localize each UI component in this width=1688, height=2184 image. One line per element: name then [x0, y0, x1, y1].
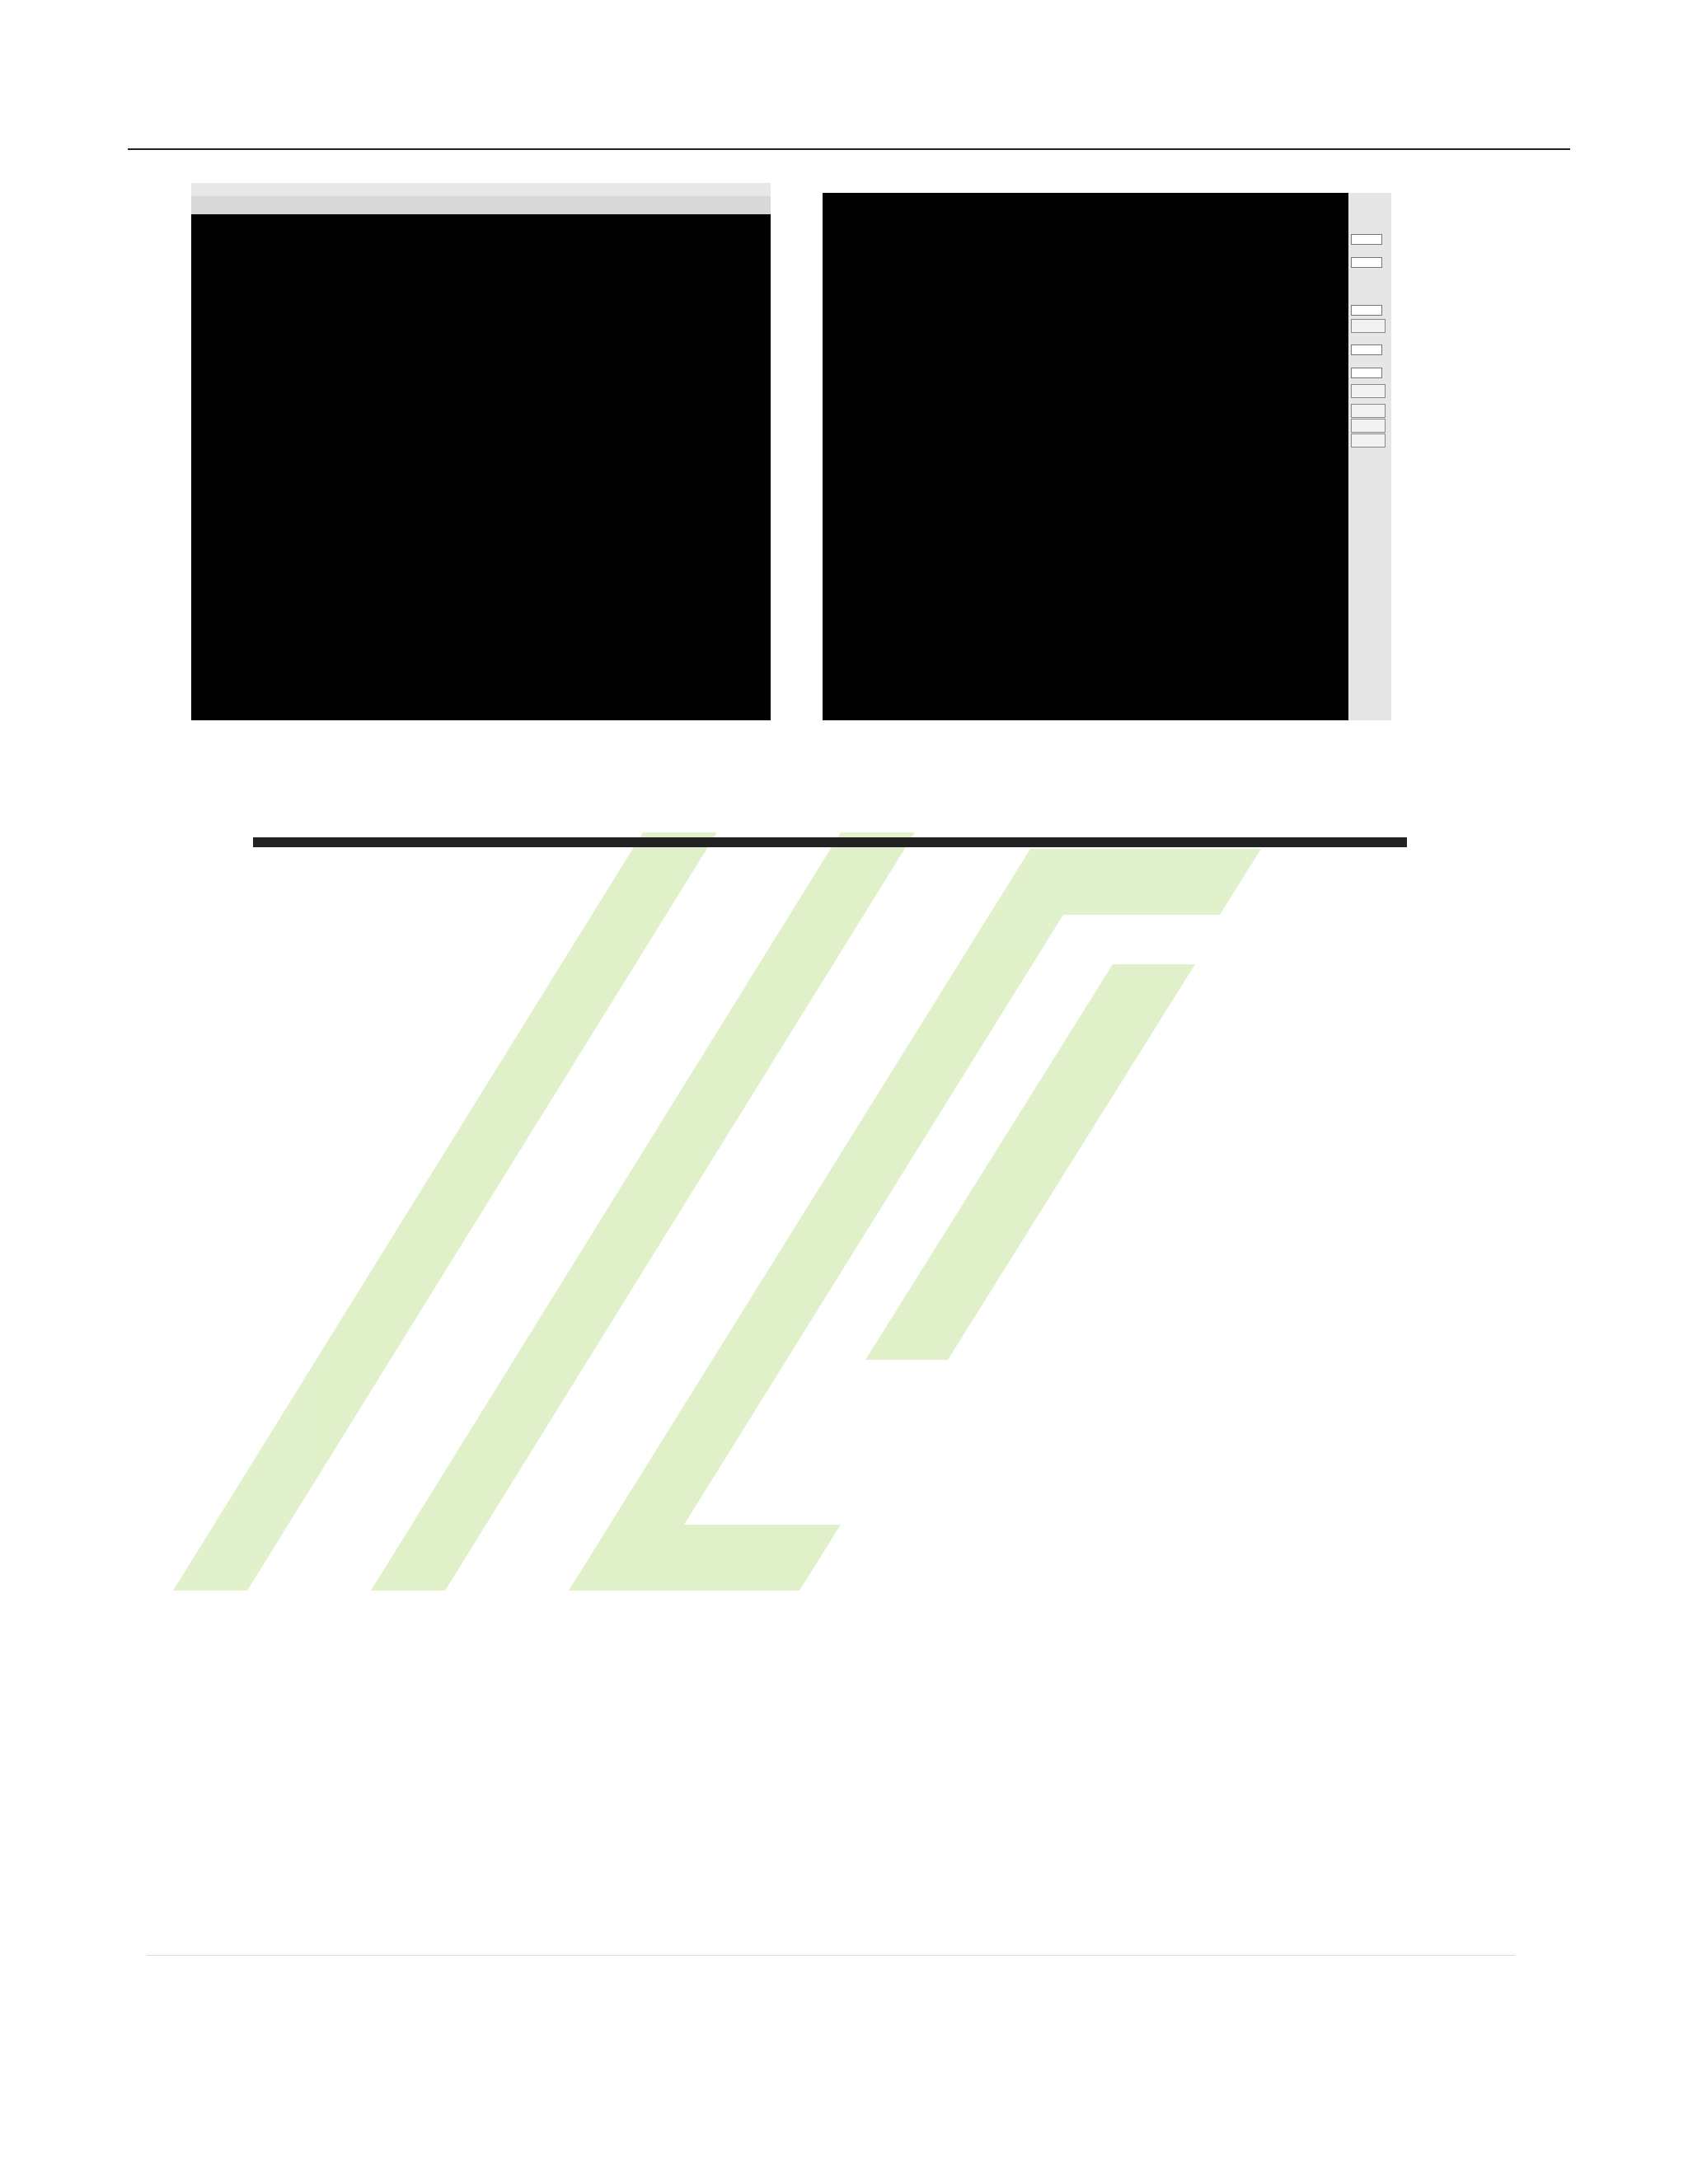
layout-menubar	[191, 183, 771, 196]
layout-editor-screenshot	[191, 183, 771, 720]
panel-select-sum1	[1351, 257, 1382, 268]
waveform-plot	[823, 193, 1348, 720]
layout-toolbar	[191, 196, 771, 214]
journal-watermark	[124, 618, 1442, 1607]
simulation-screenshot	[823, 193, 1391, 720]
panel-time-scale-value	[1351, 344, 1382, 355]
panel-step-value	[1351, 368, 1382, 378]
panel-fft-button	[1351, 319, 1386, 333]
layout-canvas	[191, 214, 771, 720]
row-name	[254, 845, 654, 846]
row-mosfets	[654, 845, 1030, 846]
panel-select-sum1b	[1351, 305, 1382, 316]
panel-close-button	[1351, 434, 1386, 448]
footer-rule	[147, 1955, 1515, 1956]
row-power	[1030, 845, 1406, 846]
comparison-table	[253, 837, 1407, 847]
panel-more-button	[1351, 384, 1386, 398]
panel-print-button	[1351, 419, 1386, 433]
panel-select-a	[1351, 234, 1382, 245]
simulation-control-panel	[1348, 193, 1391, 720]
header-rule	[128, 148, 1570, 150]
table-row	[254, 845, 1406, 846]
panel-reset-button	[1351, 404, 1386, 418]
